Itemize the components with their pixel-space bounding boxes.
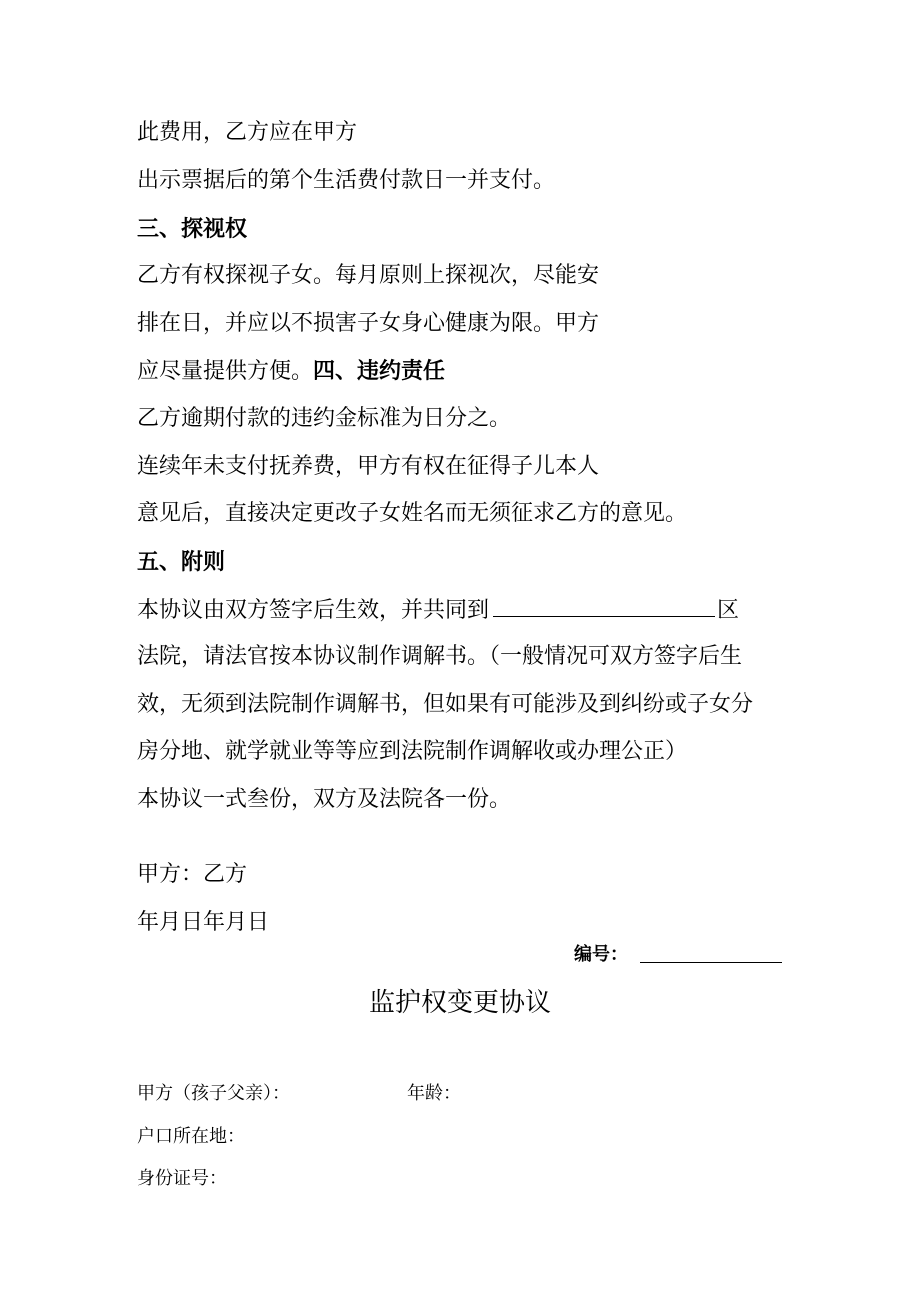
document-title: 监护权变更协议	[368, 988, 551, 1018]
text-line-10-part-b: 区	[717, 598, 740, 623]
text-line-1: 此费用，乙方应在甲方	[137, 120, 358, 145]
text-line-2: 出示票据后的第个生活费付款日一并支付。	[137, 168, 556, 193]
party-a-label: 甲方（孩子父亲）：	[137, 1083, 290, 1104]
id-number-label: 身份证号：	[137, 1168, 227, 1189]
text-line-4: 乙方有权探视子女。每月原则上探视次，尽能安	[137, 263, 600, 288]
text-line-10-part-a: 本协议由双方签字后生效，并共同到	[137, 598, 490, 623]
court-blank	[493, 594, 715, 617]
text-line-9: 意见后，直接决定更改子女姓名而无须征求乙方的意见。	[137, 501, 688, 526]
text-line-8: 连续年未支付抚养费，甲方有权在征得子儿本人	[137, 454, 600, 479]
section-heading-4: 四、违约责任	[313, 358, 446, 384]
text-line-10	[137, 594, 739, 626]
text-line-6	[137, 356, 445, 387]
text-line-5: 排在日，并应以不损害子女身心健康为限。甲方	[137, 311, 600, 336]
serial-number-label: 编号：	[574, 944, 628, 965]
age-label: 年龄：	[407, 1083, 461, 1104]
text-line-6-part: 应尽量提供方便。	[137, 359, 314, 384]
serial-number-blank	[640, 962, 782, 963]
household-label: 户口所在地：	[137, 1126, 245, 1147]
section-heading-3: 三、探视权	[137, 216, 248, 242]
text-line-14: 本协议一式叁份，双方及法院各一份。	[137, 787, 512, 812]
text-line-12: 效，无须到法院制作调解书，但如果有可能涉及到纠纷或子女分	[137, 692, 754, 717]
signature-dates: 年月日年月日	[137, 910, 270, 935]
text-line-11: 法院，请法官按本协议制作调解书。（一般情况可双方签字后生	[137, 644, 743, 669]
text-line-13: 房分地、就学就业等等应到法院制作调解收或办理公正）	[137, 739, 688, 764]
text-line-7: 乙方逾期付款的违约金标准为日分之。	[137, 406, 512, 431]
signature-parties: 甲方：乙方	[137, 862, 248, 887]
section-heading-5: 五、附则	[137, 549, 226, 575]
